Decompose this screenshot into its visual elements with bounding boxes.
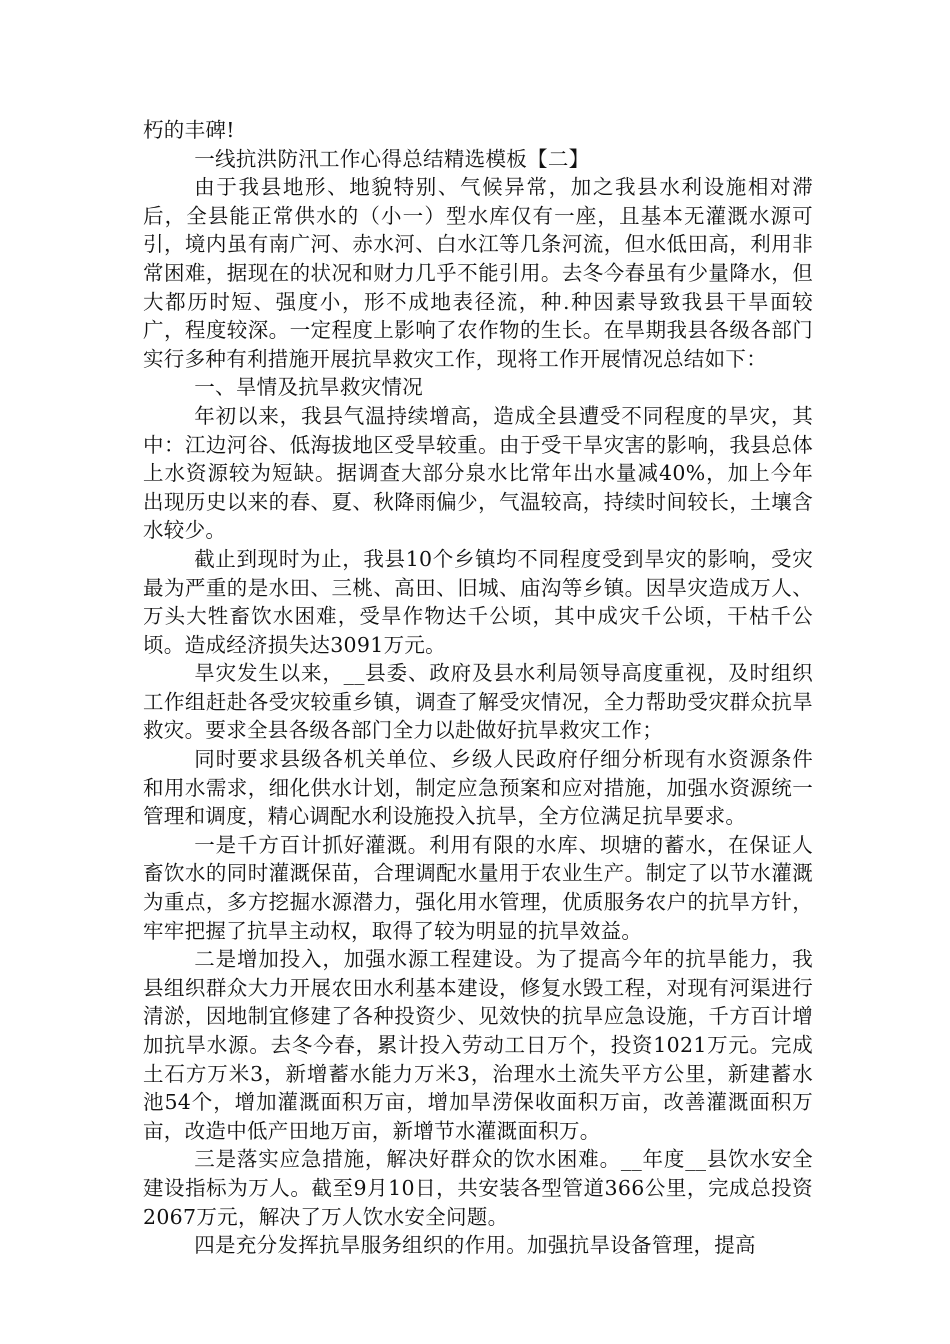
document-body	[143, 116, 813, 1260]
subsection-heading: 一、旱情及抗旱救灾情况	[194, 375, 424, 400]
section-title: 一线抗洪防汛工作心得总结精选模板【二】	[194, 146, 590, 171]
paragraph: 截止到现时为止，我县10个乡镇均不同程度受到旱灾的影响，受灾最为严重的是水田、三桃、高田、旧城、庙沟等乡镇。因旱灾造成万人、万头大牲畜饮水困难，受旱作物达千公顷，其中成灾千公顷，干枯千公顷。造成经济损失达3091万元。	[143, 546, 813, 657]
paragraph: 年初以来，我县气温持续增高，造成全县遭受不同程度的旱灾，其中：江边河谷、低海拔地区受旱较重。由于受干旱灾害的影响，我县总体上水资源较为短缺。据调查大部分泉水比常年出水量减40%，加上今年出现历史以来的春、夏、秋降雨偏少，气温较高，持续时间较长，土壤含水较少。	[143, 403, 813, 543]
paragraph: 由于我县地形、地貌特别、气候异常，加之我县水利设施相对滞后，全县能正常供水的（小一）型水库仅有一座，且基本无灌溉水源可引，境内虽有南广河、赤水河、白水江等几条河流，但水低田高，利用非常困难，据现在的状况和财力几乎不能引用。去冬今春虽有少量降水，但大都历时短、强度小，形不成地表径流，种.种因素导致我县干旱面较广，程度较深。一定程度上影响了农作物的生长。在旱期我县各级各部门实行多种有利措施开展抗旱救灾工作，现将工作开展情况总结如下：	[143, 175, 813, 371]
paragraph: 四是充分发挥抗旱服务组织的作用。加强抗旱设备管理，提高	[194, 1233, 756, 1258]
paragraph: 一是千方百计抓好灌溉。利用有限的水库、坝塘的蓄水，在保证人畜饮水的同时灌溉保苗，合理调配水量用于农业生产。制定了以节水灌溉为重点，多方挖掘水源潜力，强化用水管理，优质服务农户的抗旱方针，牢牢把握了抗旱主动权，取得了较为明显的抗旱效益。	[143, 832, 813, 943]
paragraph: 旱灾发生以来，__县委、政府及县水利局领导高度重视，及时组织工作组赶赴各受灾较重乡镇，调查了解受灾情况，全力帮助受灾群众抗旱救灾。要求全县各级各部门全力以赴做好抗旱救灾工作；	[143, 661, 813, 743]
paragraph-continuation: 朽的丰碑!	[143, 118, 235, 142]
paragraph: 同时要求县级各机关单位、乡级人民政府仔细分析现有水资源条件和用水需求，细化供水计划，制定应急预案和应对措施，加强水资源统一管理和调度，精心调配水利设施投入抗旱，全方位满足抗旱要求。	[143, 747, 813, 829]
paragraph: 二是增加投入，加强水源工程建设。为了提高今年的抗旱能力，我县组织群众大力开展农田水利基本建设，修复水毁工程，对现有河渠进行清淤，因地制宜修建了各种投资少、见效快的抗旱应急设施，千方百计增加抗旱水源。去冬今春，累计投入劳动工日万个，投资1021万元。完成土石方万米3，新增蓄水能力万米3，治理水土流失平方公里，新建蓄水池54个，增加灌溉面积万亩，增加旱涝保收面积万亩，改善灌溉面积万亩，改造中低产田地万亩，新增节水灌溉面积万。	[143, 947, 813, 1143]
paragraph: 三是落实应急措施，解决好群众的饮水困难。__年度__县饮水安全建设指标为万人。截至9月10日，共安装各型管道366公里，完成总投资2067万元，解决了万人饮水安全问题。	[143, 1147, 813, 1229]
